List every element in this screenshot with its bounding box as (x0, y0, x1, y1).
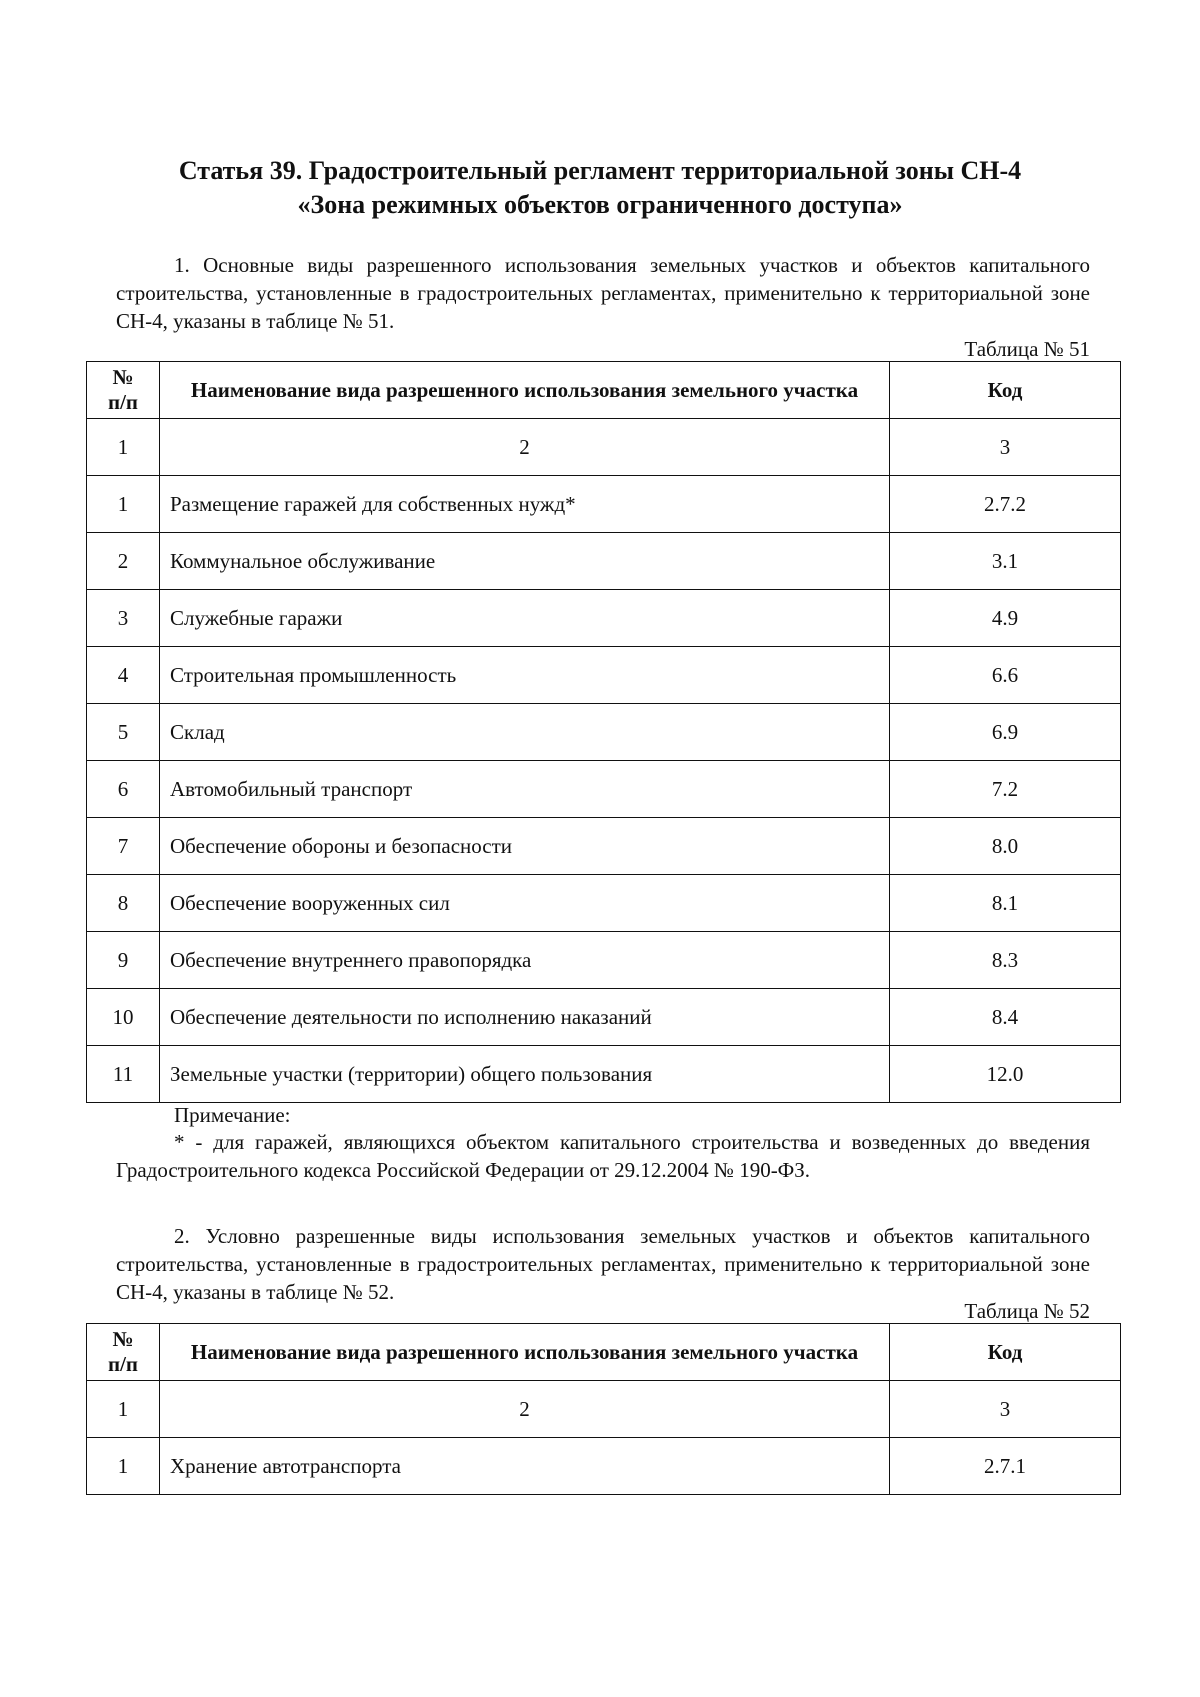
row-name: Склад (160, 704, 890, 761)
table-row (87, 590, 1121, 647)
row-num: 6 (87, 761, 160, 818)
note-label: Примечание: (174, 1103, 291, 1127)
row-num: 1 (87, 476, 160, 533)
table-row (87, 1046, 1121, 1103)
row-code: 2.7.1 (890, 1438, 1121, 1495)
header-num (87, 1324, 160, 1381)
row-code: 6.9 (890, 704, 1121, 761)
index-name: 2 (160, 419, 890, 476)
row-name: Обеспечение вооруженных сил (160, 875, 890, 932)
note-text: * - для гаражей, являющихся объектом капитального строительства и возведенных до введения Градостроительного кодекса Российской Федерации от 29.12.2004 № 190-ФЗ. (116, 1130, 1090, 1182)
table-row (87, 704, 1121, 761)
article-title (86, 154, 1114, 222)
row-code: 4.9 (890, 590, 1121, 647)
table-52-caption: Таблица № 52 (964, 1299, 1090, 1323)
index-code: 3 (890, 1381, 1121, 1438)
article-title-line2: «Зона режимных объектов ограниченного доступа» (297, 190, 903, 219)
index-code: 3 (890, 419, 1121, 476)
index-num: 1 (87, 1381, 160, 1438)
paragraph-conditional-uses: 2. Условно разрешенные виды использования земельных участков и объектов капитального строительства, установленные в градостроительных регламентах, применительно к территориальной зоне СН-4, указаны в таблице № 52. (116, 1224, 1090, 1304)
header-num (87, 362, 160, 419)
header-num-line1: № (112, 1327, 134, 1351)
table-row (87, 989, 1121, 1046)
row-name: Служебные гаражи (160, 590, 890, 647)
row-num: 8 (87, 875, 160, 932)
paragraph-main-uses: 1. Основные виды разрешенного использования земельных участков и объектов капитального строительства, установленные в градостроительных регламентах, применительно к территориальной зоне СН-4, указаны в таблице № 51. (116, 253, 1090, 333)
table-header-row (87, 1324, 1121, 1381)
table-row (87, 533, 1121, 590)
header-code: Код (890, 1324, 1121, 1381)
row-num: 1 (87, 1438, 160, 1495)
header-num-line1: № (112, 365, 134, 389)
header-num-line2: п/п (107, 390, 139, 414)
table-51-caption: Таблица № 51 (964, 337, 1090, 361)
row-num: 10 (87, 989, 160, 1046)
row-num: 4 (87, 647, 160, 704)
table-row (87, 476, 1121, 533)
row-name: Автомобильный транспорт (160, 761, 890, 818)
table-row (87, 647, 1121, 704)
row-code: 8.1 (890, 875, 1121, 932)
row-name: Хранение автотранспорта (160, 1438, 890, 1495)
row-num: 11 (87, 1046, 160, 1103)
row-code: 12.0 (890, 1046, 1121, 1103)
row-name: Обеспечение обороны и безопасности (160, 818, 890, 875)
row-code: 8.0 (890, 818, 1121, 875)
table-row (87, 818, 1121, 875)
row-name: Обеспечение деятельности по исполнению наказаний (160, 989, 890, 1046)
header-num-line2: п/п (107, 1352, 139, 1376)
table-index-row (87, 1381, 1121, 1438)
header-name: Наименование вида разрешенного использования земельного участка (160, 362, 890, 419)
row-code: 7.2 (890, 761, 1121, 818)
table-row (87, 1438, 1121, 1495)
row-num: 2 (87, 533, 160, 590)
row-num: 7 (87, 818, 160, 875)
row-code: 8.3 (890, 932, 1121, 989)
table-row (87, 875, 1121, 932)
table-51 (86, 361, 1121, 1103)
article-title-line1: Статья 39. Градостроительный регламент территориальной зоны СН-4 (178, 156, 1022, 185)
header-name: Наименование вида разрешенного использования земельного участка (160, 1324, 890, 1381)
row-code: 6.6 (890, 647, 1121, 704)
table-52 (86, 1323, 1121, 1495)
row-name: Коммунальное обслуживание (160, 533, 890, 590)
row-code: 3.1 (890, 533, 1121, 590)
row-name: Обеспечение внутреннего правопорядка (160, 932, 890, 989)
row-num: 3 (87, 590, 160, 647)
table-index-row (87, 419, 1121, 476)
row-name: Земельные участки (территории) общего пользования (160, 1046, 890, 1103)
index-name: 2 (160, 1381, 890, 1438)
index-num: 1 (87, 419, 160, 476)
table-row (87, 932, 1121, 989)
header-code: Код (890, 362, 1121, 419)
row-num: 9 (87, 932, 160, 989)
row-code: 8.4 (890, 989, 1121, 1046)
table-header-row (87, 362, 1121, 419)
row-num: 5 (87, 704, 160, 761)
row-name: Размещение гаражей для собственных нужд* (160, 476, 890, 533)
table-row (87, 761, 1121, 818)
row-code: 2.7.2 (890, 476, 1121, 533)
row-name: Строительная промышленность (160, 647, 890, 704)
